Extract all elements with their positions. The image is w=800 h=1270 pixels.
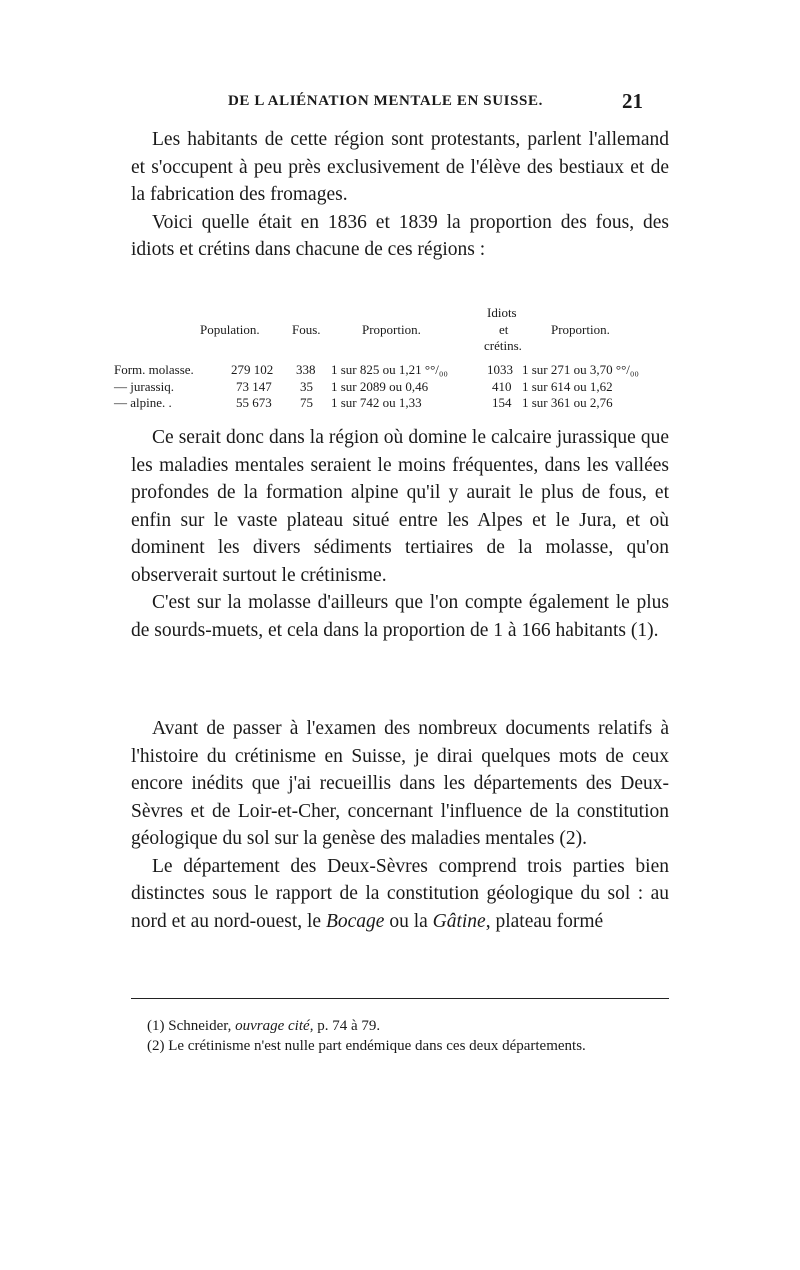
cell-proportion-2: 1 sur 614 ou 1,62 bbox=[522, 379, 613, 394]
col-header-population: Population. bbox=[200, 322, 260, 337]
cell-proportion: 1 sur 742 ou 1,33 bbox=[331, 395, 422, 410]
running-title: DE L ALIÉNATION MENTALE EN SUISSE. bbox=[228, 93, 543, 109]
paragraph-3: Ce serait donc dans la région où domine le calcaire jurassique que les maladies mentales seraient le moins fréquentes, dans les vallées profondes de la formation alpine qu'il y aurait le plus de fous, et enfin sur le vaste plateau situé entre les Alpes et le Jura, et où dominent les divers sédiments tertiaires de la molasse, qu'on observerait surtout le crétinisme. bbox=[131, 427, 669, 586]
col-header-proportion-2: Proportion. bbox=[551, 322, 610, 337]
paragraph-6-start: Le département des Deux-Sèvres comprend trois parties bien distinctes sous le rapport de la constitution géologique du sol : au nord et au nord-ouest, le bbox=[131, 855, 669, 932]
table-row bbox=[114, 379, 654, 395]
cell-idiots: 154 bbox=[492, 395, 512, 410]
cell-proportion: 1 sur 2089 ou 0,46 bbox=[331, 379, 429, 394]
col-header-idiots-line2: et bbox=[499, 322, 509, 337]
paragraph-6-mid: ou la bbox=[389, 910, 428, 932]
paragraph-6-emphasis-gatine: Gâtine bbox=[432, 910, 486, 932]
analysis-text bbox=[131, 424, 669, 644]
cell-fous: 35 bbox=[300, 379, 313, 394]
footnotes bbox=[131, 1016, 669, 1056]
footnote-2: (2) Le crétinisme n'est nulle part endémique dans ces deux départements. bbox=[147, 1038, 586, 1054]
paragraph-6-end: , plateau formé bbox=[485, 910, 604, 932]
footnote-1-emphasis: ouvrage cité bbox=[235, 1018, 310, 1034]
cell-population: 279 102 bbox=[231, 362, 274, 377]
col-header-idiots-line3: crétins. bbox=[484, 338, 522, 353]
paragraph-2: Voici quelle était en 1836 et 1839 la proportion des fous, des idiots et crétins dans chacune de ces régions : bbox=[131, 211, 669, 260]
cell-population: 55 673 bbox=[236, 395, 272, 410]
paragraph-5: Avant de passer à l'examen des nombreux documents relatifs à l'histoire du crétinisme en Suisse, je dirai quelques mots de ceux encore inédits que j'ai recueillis dans les départements des Deux-Sèvres et de Loir-et-Cher, concernant l'influence de la constitution géologique du sol sur la genèse des maladies mentales (2). bbox=[131, 718, 669, 849]
cell-fous: 338 bbox=[296, 362, 316, 377]
cell-population: 73 147 bbox=[236, 379, 272, 394]
col-header-proportion: Proportion. bbox=[362, 322, 421, 337]
row-label: — jurassiq. bbox=[114, 379, 174, 394]
running-head bbox=[0, 89, 800, 117]
footnote-rule bbox=[131, 998, 669, 999]
footnote-1-end: , p. 74 à 79. bbox=[309, 1018, 381, 1034]
cell-proportion: 1 sur 825 ou 1,21 °°/₀₀ bbox=[331, 362, 448, 377]
page-number: 21 bbox=[622, 89, 643, 113]
section-text bbox=[131, 715, 669, 935]
cell-proportion-2: 1 sur 361 ou 2,76 bbox=[522, 395, 613, 410]
paragraph-6 bbox=[131, 853, 669, 936]
cell-idiots: 1033 bbox=[487, 362, 513, 377]
table-row bbox=[114, 395, 654, 411]
col-header-idiots-line1: Idiots bbox=[487, 305, 517, 320]
cell-proportion-2: 1 sur 271 ou 3,70 °°/₀₀ bbox=[522, 362, 639, 377]
paragraph-1: Les habitants de cette région sont protestants, parlent l'allemand et s'occupent à peu près exclusivement de l'élève des bestiaux et de la fabrication des fromages. bbox=[131, 129, 669, 205]
cell-idiots: 410 bbox=[492, 379, 512, 394]
paragraph-6-emphasis-bocage: Bocage bbox=[325, 910, 385, 932]
intro-text bbox=[131, 126, 669, 264]
row-label: — alpine. . bbox=[114, 395, 172, 410]
col-header-fous: Fous. bbox=[292, 322, 321, 337]
paragraph-4: C'est sur la molasse d'ailleurs que l'on compte également le plus de sourds-muets, et cela dans la proportion de 1 à 166 habitants (1). bbox=[131, 592, 669, 641]
table-row bbox=[114, 362, 654, 378]
row-label: Form. molasse. bbox=[114, 362, 194, 377]
footnote-1-start: (1) Schneider, bbox=[147, 1018, 232, 1034]
footnote-1 bbox=[131, 1016, 669, 1036]
cell-fous: 75 bbox=[300, 395, 313, 410]
